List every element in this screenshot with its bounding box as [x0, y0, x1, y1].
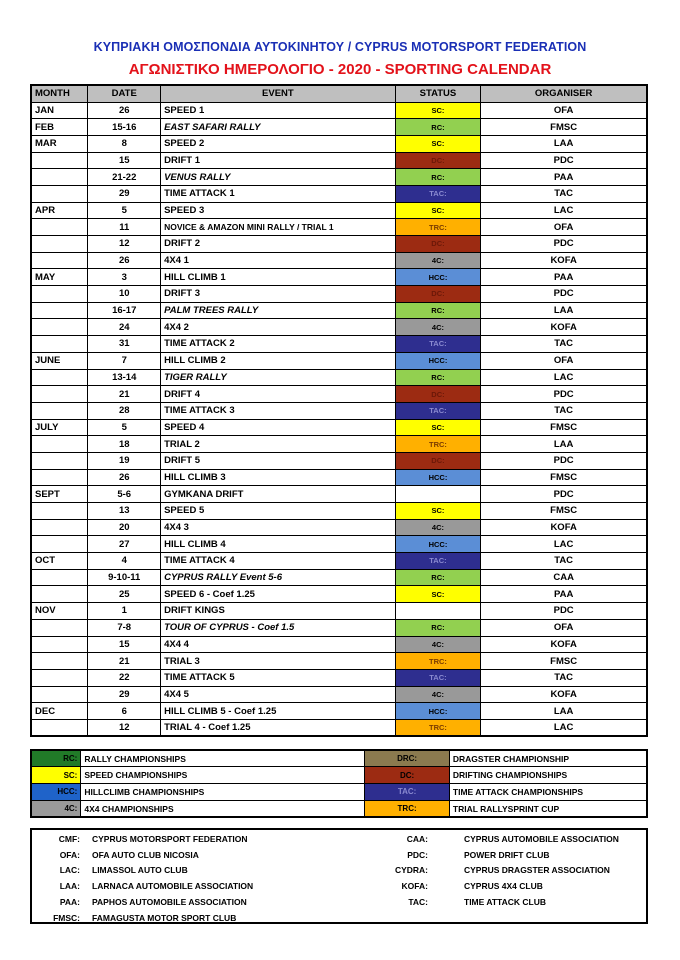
legend-label: 4X4 CHAMPIONSHIPS	[81, 800, 365, 817]
legend-rows	[31, 750, 647, 817]
status-badge: HCC:	[395, 269, 481, 286]
date-cell: 28	[88, 402, 161, 419]
date-cell: 11	[88, 219, 161, 236]
table-row	[31, 269, 647, 286]
abbreviation-name: CYPRUS 4X4 CLUB	[464, 881, 543, 892]
date-cell: 18	[88, 436, 161, 453]
month-cell	[31, 686, 88, 703]
abbreviation-code: CYDRA:	[394, 865, 428, 876]
table-row	[31, 135, 647, 152]
organiser-cell: KOFA	[481, 319, 647, 336]
month-cell	[31, 402, 88, 419]
legend-label: TRIAL RALLYSPRINT CUP	[449, 800, 647, 817]
organiser-cell: FMSC	[481, 419, 647, 436]
event-cell: HILL CLIMB 5 - Coef 1.25	[161, 703, 396, 720]
status-badge: TRC:	[395, 436, 481, 453]
date-cell: 5	[88, 419, 161, 436]
event-cell: EAST SAFARI RALLY	[161, 119, 396, 136]
status-badge: TRC:	[395, 219, 481, 236]
event-cell: HILL CLIMB 2	[161, 352, 396, 369]
event-cell: DRIFT 4	[161, 386, 396, 403]
organiser-cell: TAC	[481, 336, 647, 353]
abbreviation-code: LAC:	[59, 865, 80, 876]
table-row	[31, 569, 647, 586]
table-row	[31, 669, 647, 686]
date-cell: 20	[88, 519, 161, 536]
event-cell: VENUS RALLY	[161, 169, 396, 186]
table-row	[31, 169, 647, 186]
abbreviation-name: PAPHOS AUTOMOBILE ASSOCIATION	[92, 896, 247, 907]
event-cell: TIME ATTACK 1	[161, 185, 396, 202]
table-row	[31, 469, 647, 486]
month-cell: FEB	[31, 119, 88, 136]
event-cell: TIME ATTACK 4	[161, 553, 396, 570]
month-cell	[31, 452, 88, 469]
table-row	[31, 603, 647, 620]
table-row	[31, 219, 647, 236]
abbreviation-name: CYPRUS AUTOMOBILE ASSOCIATION	[464, 834, 619, 844]
status-badge: DC:	[395, 452, 481, 469]
table-row	[31, 102, 647, 119]
championship-legend	[30, 749, 648, 818]
abbreviation-code: LAA:	[59, 881, 80, 892]
event-cell: NOVICE & AMAZON MINI RALLY / TRIAL 1	[161, 219, 396, 236]
status-badge: SC:	[395, 503, 481, 520]
status-badge	[395, 603, 481, 620]
date-cell: 29	[88, 686, 161, 703]
month-cell	[31, 669, 88, 686]
event-cell: SPEED 3	[161, 202, 396, 219]
abbreviation-name: POWER DRIFT CLUB	[464, 849, 550, 860]
calendar-title: ΑΓΩΝΙΣΤΙΚΟ ΗΜΕΡΟΛΟΓΙΟ - 2020 - SPORTING CALENDAR	[128, 61, 552, 78]
table-row	[31, 369, 647, 386]
date-cell: 19	[88, 452, 161, 469]
event-cell: HILL CLIMB 4	[161, 536, 396, 553]
table-row	[31, 536, 647, 553]
month-cell	[31, 536, 88, 553]
abbreviation-code: PDC:	[407, 849, 428, 860]
date-cell: 31	[88, 336, 161, 353]
club-abbreviations	[30, 828, 648, 924]
month-cell	[31, 236, 88, 253]
organiser-cell: OFA	[481, 619, 647, 636]
event-cell: TRIAL 4 - Coef 1.25	[161, 719, 396, 736]
event-cell: CYPRUS RALLY Event 5-6	[161, 569, 396, 586]
table-row	[31, 302, 647, 319]
status-badge: TAC:	[395, 669, 481, 686]
organiser-cell: PDC	[481, 386, 647, 403]
table-row	[31, 686, 647, 703]
organiser-cell: LAA	[481, 436, 647, 453]
event-cell: SPEED 2	[161, 135, 396, 152]
month-cell	[31, 519, 88, 536]
event-cell: 4X4 3	[161, 519, 396, 536]
date-cell: 21	[88, 653, 161, 670]
status-badge: RC:	[395, 169, 481, 186]
date-cell: 7	[88, 352, 161, 369]
date-cell: 1	[88, 603, 161, 620]
event-cell: 4X4 5	[161, 686, 396, 703]
table-row	[31, 352, 647, 369]
table-row	[31, 319, 647, 336]
organiser-cell: PDC	[481, 486, 647, 503]
table-row	[31, 286, 647, 303]
table-row	[31, 619, 647, 636]
abbreviation-code: TAC:	[408, 896, 428, 907]
date-cell: 13-14	[88, 369, 161, 386]
date-cell: 25	[88, 586, 161, 603]
date-cell: 12	[88, 719, 161, 736]
event-cell: DRIFT 3	[161, 286, 396, 303]
event-cell: GYMKANA DRIFT	[161, 486, 396, 503]
organiser-cell: LAC	[481, 719, 647, 736]
organiser-cell: LAC	[481, 369, 647, 386]
event-cell: TRIAL 3	[161, 653, 396, 670]
month-cell	[31, 252, 88, 269]
status-badge: TAC:	[395, 336, 481, 353]
date-cell: 9-10-11	[88, 569, 161, 586]
status-badge: DC:	[395, 386, 481, 403]
month-cell: NOV	[31, 603, 88, 620]
organiser-cell: PAA	[481, 269, 647, 286]
federation-title: ΚΥΠΡΙΑΚΗ ΟΜΟΣΠΟΝΔΙΑ ΑΥΤΟΚΙΝΗΤΟΥ / CYPRUS MOTORSPORT FEDERATION	[93, 40, 587, 54]
event-cell: SPEED 5	[161, 503, 396, 520]
event-cell: TRIAL 2	[161, 436, 396, 453]
table-header-row	[31, 85, 647, 102]
date-cell: 4	[88, 553, 161, 570]
abbreviation-name: OFA AUTO CLUB NICOSIA	[92, 849, 199, 860]
organiser-cell: KOFA	[481, 636, 647, 653]
legend-label: TIME ATTACK CHAMPIONSHIPS	[449, 784, 647, 801]
legend-label: DRIFTING CHAMPIONSHIPS	[449, 767, 647, 784]
date-cell: 26	[88, 252, 161, 269]
month-cell: DEC	[31, 703, 88, 720]
month-cell	[31, 319, 88, 336]
abbreviation-name: CYPRUS MOTORSPORT FEDERATION	[92, 834, 248, 844]
status-badge: TAC:	[395, 185, 481, 202]
legend-code: HCC:	[31, 784, 81, 801]
event-cell: SPEED 1	[161, 102, 396, 119]
event-cell: 4X4 2	[161, 319, 396, 336]
month-cell	[31, 569, 88, 586]
month-cell	[31, 369, 88, 386]
organiser-cell: PDC	[481, 236, 647, 253]
month-cell	[31, 469, 88, 486]
date-cell: 26	[88, 102, 161, 119]
event-cell: TIME ATTACK 2	[161, 336, 396, 353]
status-badge: SC:	[395, 102, 481, 119]
status-badge: SC:	[395, 419, 481, 436]
legend-code: SC:	[31, 767, 81, 784]
month-cell	[31, 503, 88, 520]
date-cell: 7-8	[88, 619, 161, 636]
event-cell: TOUR OF CYPRUS - Coef 1.5	[161, 619, 396, 636]
organiser-cell: OFA	[481, 219, 647, 236]
organiser-cell: FMSC	[481, 119, 647, 136]
table-row	[31, 252, 647, 269]
date-cell: 24	[88, 319, 161, 336]
month-cell	[31, 436, 88, 453]
status-badge: HCC:	[395, 536, 481, 553]
organiser-cell: TAC	[481, 553, 647, 570]
status-badge: HCC:	[395, 703, 481, 720]
organiser-cell: FMSC	[481, 469, 647, 486]
status-badge: DC:	[395, 286, 481, 303]
event-cell: 4X4 1	[161, 252, 396, 269]
date-cell: 21-22	[88, 169, 161, 186]
table-row	[31, 586, 647, 603]
status-badge: DC:	[395, 236, 481, 253]
table-row	[31, 152, 647, 169]
organiser-cell: LAA	[481, 703, 647, 720]
date-cell: 5-6	[88, 486, 161, 503]
date-cell: 15	[88, 636, 161, 653]
abbreviation-code: CAA:	[406, 834, 428, 844]
date-cell: 12	[88, 236, 161, 253]
month-cell	[31, 619, 88, 636]
event-cell: TIGER RALLY	[161, 369, 396, 386]
organiser-cell: PDC	[481, 452, 647, 469]
status-badge: RC:	[395, 302, 481, 319]
calendar-rows	[31, 102, 647, 736]
date-cell: 29	[88, 185, 161, 202]
event-cell: 4X4 4	[161, 636, 396, 653]
organiser-cell: FMSC	[481, 503, 647, 520]
status-badge: 4C:	[395, 636, 481, 653]
status-badge: HCC:	[395, 352, 481, 369]
date-cell: 10	[88, 286, 161, 303]
table-row	[31, 402, 647, 419]
legend-label: HILLCLIMB CHAMPIONSHIPS	[81, 784, 365, 801]
organiser-cell: LAC	[481, 536, 647, 553]
month-cell: SEPT	[31, 486, 88, 503]
status-badge: RC:	[395, 569, 481, 586]
organiser-cell: KOFA	[481, 686, 647, 703]
event-cell: DRIFT 1	[161, 152, 396, 169]
month-cell	[31, 653, 88, 670]
organiser-cell: PDC	[481, 152, 647, 169]
legend-label: DRAGSTER CHAMPIONSHIP	[449, 750, 647, 767]
month-cell	[31, 152, 88, 169]
table-row	[31, 636, 647, 653]
status-badge: RC:	[395, 369, 481, 386]
abbreviation-name: TIME ATTACK CLUB	[464, 896, 546, 907]
table-row	[31, 236, 647, 253]
table-row	[31, 519, 647, 536]
date-cell: 3	[88, 269, 161, 286]
organiser-cell: LAA	[481, 302, 647, 319]
status-badge: 4C:	[395, 319, 481, 336]
date-cell: 5	[88, 202, 161, 219]
event-cell: DRIFT 2	[161, 236, 396, 253]
event-cell: TIME ATTACK 3	[161, 402, 396, 419]
table-row	[31, 553, 647, 570]
abbreviation-code: OFA:	[59, 849, 80, 860]
status-badge: TAC:	[395, 402, 481, 419]
date-cell: 21	[88, 386, 161, 403]
abbreviation-code: PAA:	[59, 896, 80, 907]
column-header-status: STATUS	[395, 85, 481, 102]
month-cell	[31, 169, 88, 186]
month-cell	[31, 636, 88, 653]
status-badge: 4C:	[395, 686, 481, 703]
table-row	[31, 436, 647, 453]
organiser-cell: CAA	[481, 569, 647, 586]
organiser-cell: KOFA	[481, 252, 647, 269]
month-cell	[31, 719, 88, 736]
table-row	[31, 719, 647, 736]
abbreviation-name: CYPRUS DRAGSTER ASSOCIATION	[464, 865, 610, 876]
legend-code: RC:	[31, 750, 81, 767]
status-badge	[395, 486, 481, 503]
legend-code: 4C:	[31, 800, 81, 817]
month-cell: OCT	[31, 553, 88, 570]
status-badge: HCC:	[395, 469, 481, 486]
table-row	[31, 503, 647, 520]
organiser-cell: OFA	[481, 352, 647, 369]
status-badge: SC:	[395, 202, 481, 219]
table-row	[31, 653, 647, 670]
legend-row	[31, 800, 647, 817]
event-cell: HILL CLIMB 1	[161, 269, 396, 286]
date-cell: 15	[88, 152, 161, 169]
status-badge: RC:	[395, 119, 481, 136]
month-cell	[31, 302, 88, 319]
legend-code: TRC:	[365, 800, 450, 817]
legend-code: DC:	[365, 767, 450, 784]
column-header-month: MONTH	[31, 85, 88, 102]
abbreviation-name: LIMASSOL AUTO CLUB	[92, 865, 188, 876]
table-row	[31, 703, 647, 720]
abbreviation-code: KOFA:	[401, 881, 428, 892]
date-cell: 13	[88, 503, 161, 520]
status-badge: 4C:	[395, 252, 481, 269]
event-cell: DRIFT 5	[161, 452, 396, 469]
table-row	[31, 386, 647, 403]
organiser-cell: OFA	[481, 102, 647, 119]
status-badge: SC:	[395, 135, 481, 152]
organiser-cell: TAC	[481, 185, 647, 202]
column-header-organiser: ORGANISER	[481, 85, 647, 102]
organiser-cell: TAC	[481, 669, 647, 686]
organiser-cell: LAA	[481, 135, 647, 152]
organiser-cell: PDC	[481, 603, 647, 620]
month-cell: JUNE	[31, 352, 88, 369]
table-row	[31, 119, 647, 136]
organiser-cell: LAC	[481, 202, 647, 219]
month-cell	[31, 386, 88, 403]
status-badge: TRC:	[395, 719, 481, 736]
abbreviation-code: FMSC:	[53, 912, 80, 923]
event-cell: HILL CLIMB 3	[161, 469, 396, 486]
legend-code: DRC:	[365, 750, 450, 767]
event-cell: TIME ATTACK 5	[161, 669, 396, 686]
month-cell: APR	[31, 202, 88, 219]
event-cell: DRIFT KINGS	[161, 603, 396, 620]
month-cell	[31, 286, 88, 303]
legend-code: TAC:	[365, 784, 450, 801]
legend-row	[31, 750, 647, 767]
event-cell: SPEED 4	[161, 419, 396, 436]
date-cell: 16-17	[88, 302, 161, 319]
month-cell	[31, 586, 88, 603]
month-cell	[31, 185, 88, 202]
status-badge: TAC:	[395, 553, 481, 570]
month-cell: MAY	[31, 269, 88, 286]
event-cell: PALM TREES RALLY	[161, 302, 396, 319]
column-header-date: DATE	[88, 85, 161, 102]
legend-row	[31, 767, 647, 784]
table-row	[31, 202, 647, 219]
month-cell: JAN	[31, 102, 88, 119]
legend-label: RALLY CHAMPIONSHIPS	[81, 750, 365, 767]
organiser-cell: PAA	[481, 169, 647, 186]
date-cell: 15-16	[88, 119, 161, 136]
status-badge: DC:	[395, 152, 481, 169]
status-badge: RC:	[395, 619, 481, 636]
month-cell	[31, 336, 88, 353]
abbreviation-code: CMF:	[58, 834, 80, 844]
date-cell: 26	[88, 469, 161, 486]
table-row	[31, 486, 647, 503]
organiser-cell: PDC	[481, 286, 647, 303]
column-header-event: EVENT	[161, 85, 396, 102]
date-cell: 22	[88, 669, 161, 686]
date-cell: 8	[88, 135, 161, 152]
legend-row	[31, 784, 647, 801]
organiser-cell: FMSC	[481, 653, 647, 670]
month-cell	[31, 219, 88, 236]
month-cell: MAR	[31, 135, 88, 152]
status-badge: TRC:	[395, 653, 481, 670]
sporting-calendar-table	[30, 84, 648, 737]
organiser-cell: PAA	[481, 586, 647, 603]
legend-label: SPEED CHAMPIONSHIPS	[81, 767, 365, 784]
abbreviation-name: LARNACA AUTOMOBILE ASSOCIATION	[92, 881, 254, 892]
month-cell: JULY	[31, 419, 88, 436]
table-row	[31, 185, 647, 202]
date-cell: 6	[88, 703, 161, 720]
status-badge: 4C:	[395, 519, 481, 536]
abbreviation-name: FAMAGUSTA MOTOR SPORT CLUB	[92, 912, 237, 923]
event-cell: SPEED 6 - Coef 1.25	[161, 586, 396, 603]
status-badge: SC:	[395, 586, 481, 603]
table-row	[31, 452, 647, 469]
table-row	[31, 419, 647, 436]
date-cell: 27	[88, 536, 161, 553]
table-row	[31, 336, 647, 353]
organiser-cell: KOFA	[481, 519, 647, 536]
organiser-cell: TAC	[481, 402, 647, 419]
